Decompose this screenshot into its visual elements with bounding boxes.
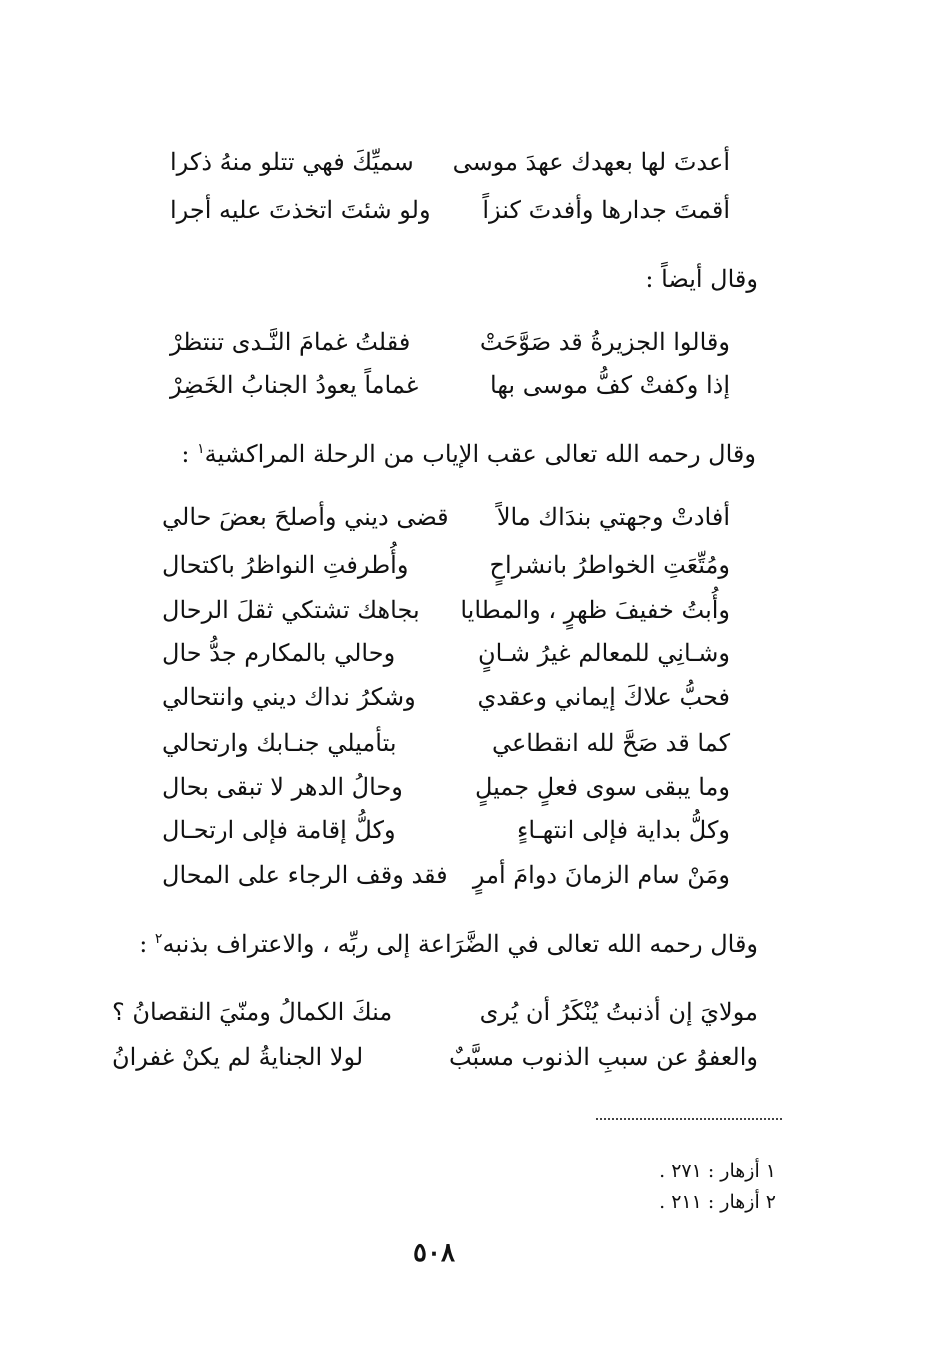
- poem3-line-8-right: وكلُّ بداية فإلى انتهـاءٍ: [517, 816, 730, 844]
- heading-4: [139, 927, 758, 961]
- poem1-line-2-right: أقمتَ جدارها وأفدتَ كنزاً: [482, 196, 730, 224]
- footnote-marker-1: ١: [197, 441, 205, 457]
- poem1-line-1-left: سميِّكَ فهي تتلو منهُ ذكرا: [170, 148, 414, 176]
- poem3-line-4-left: وحالي بالمكارم جدُّ حال: [162, 639, 396, 667]
- heading-3-text: وقال رحمه الله تعالى عقب الإياب من الرحلة المراكشية: [204, 440, 756, 468]
- poem4-line-2-left: لولا الجنايةُ لم يكنْ غفرانُ: [112, 1043, 364, 1071]
- poem3-line-2-left: وأُطرفتِ النواظرُ باكتحال: [162, 551, 409, 579]
- poem3-line-9-right: ومَنْ سام الزمانَ دوامَ أمرٍ: [472, 861, 730, 889]
- poem3-line-6-right: كما قد صَحَّ لله انقطاعي: [491, 729, 730, 757]
- poem2-line-2-left: غماماً يعودُ الجنابُ الخَضِرْ: [170, 371, 419, 399]
- heading-4-text: وقال رحمه الله تعالى في الضَّرَاعة إلى ربِّه ، والاعتراف بذنبه: [162, 930, 758, 958]
- footnote-marker-2: ٢: [154, 931, 163, 947]
- poem3-line-4-right: وشـانِي للمعالم غيرُ شـانٍ: [477, 639, 730, 667]
- footnote-separator: [596, 1118, 782, 1120]
- poem3-line-2-right: ومُتِّعَتِ الخواطرُ بانشراحٍ: [489, 551, 730, 579]
- footnote-2: ٢ أزهار : ٢١١ .: [659, 1191, 776, 1213]
- poem3-line-6-left: بتأميلي جنـابك وارتحالي: [162, 729, 397, 757]
- poem3-line-1-left: قضى ديني وأصلحَ بعضَ حالي: [162, 503, 449, 531]
- heading-3: [181, 437, 756, 471]
- poem2-line-1-right: وقالوا الجزيرةُ قد صَوَّحَتْ: [479, 328, 730, 356]
- heading-4-tail: :: [139, 930, 155, 958]
- poem4-line-2-right: والعفوُ عن سببِ الذنوب مسبَّبٌ: [448, 1043, 758, 1071]
- page-number: ٥٠٨: [413, 1238, 455, 1268]
- poem3-line-1-right: أفادتْ وجهتي بندَاك مالاً: [496, 503, 730, 531]
- poem3-line-3-left: بجاهك تشتكي ثقلَ الرحال: [162, 596, 420, 624]
- poem1-line-2-left: ولو شئتَ اتخذتَ عليه أجرا: [170, 196, 431, 224]
- poem1-line-1-right: أعدتَ لها بعهدك عهدَ موسى: [452, 148, 730, 176]
- poem2-line-2-right: إذا وكفتْ كفُّ موسى بها: [490, 371, 730, 399]
- poem3-line-8-left: وكلُّ إقامة فإلى ارتحـال: [162, 816, 396, 844]
- poem3-line-5-left: وشكرُ نداك ديني وانتحالي: [162, 683, 416, 711]
- poem4-line-1-left: منكَ الكمالُ ومنّيَ النقصانُ ؟: [112, 998, 393, 1026]
- poem4-line-1-right: مولايَ إن أذنبتُ يُنْكَرُ أن يُرى: [479, 998, 758, 1026]
- poem3-line-7-right: وما يبقى سوى فعلٍ جميلٍ: [475, 773, 730, 801]
- heading-2: وقال أيضاً :: [645, 265, 758, 293]
- poem3-line-3-right: وأُبتُ خفيفَ ظهرٍ ، والمطايا: [460, 596, 730, 624]
- footnote-1: ١ أزهار : ٢٧١ .: [659, 1160, 776, 1182]
- heading-3-tail: :: [181, 440, 198, 468]
- poem3-line-5-right: فحبُّ علاكَ إيماني وعقدي: [477, 683, 730, 711]
- poem3-line-7-left: وحالُ الدهر لا تبقى بحال: [162, 773, 403, 801]
- poem2-line-1-left: فقلتُ غمامَ النَّـدى تنتظرْ: [170, 328, 411, 356]
- poem3-line-9-left: فقد وقف الرجاء على المحال: [162, 861, 448, 889]
